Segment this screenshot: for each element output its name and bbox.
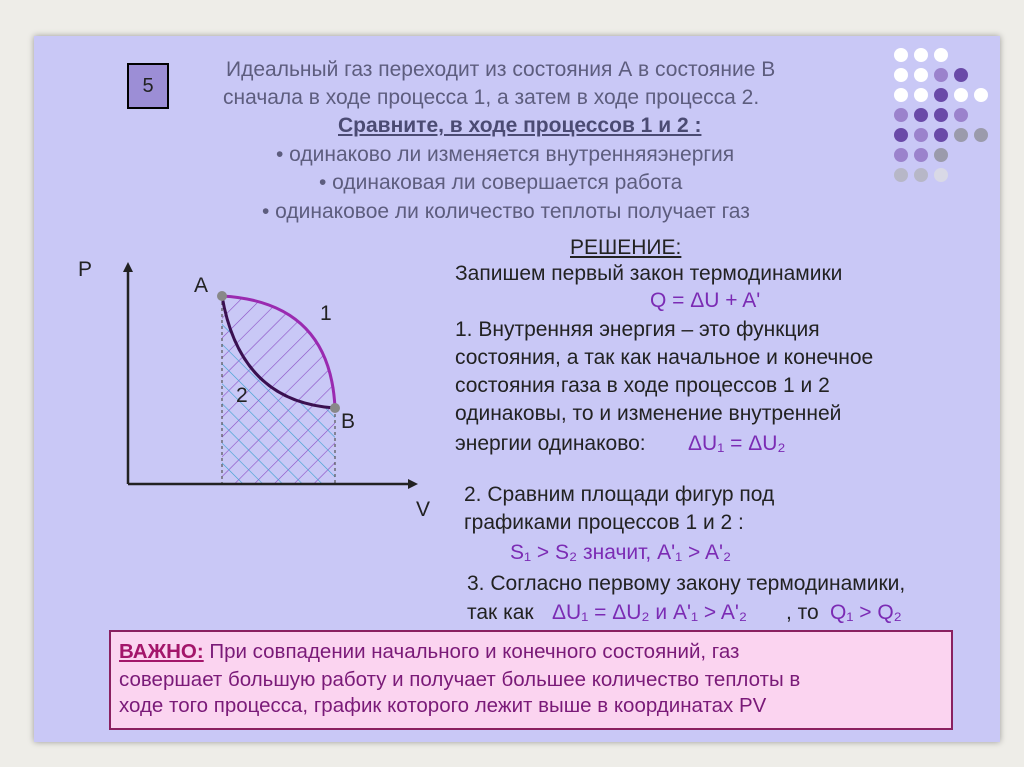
problem-line-2: сначала в ходе процесса 1, а затем в ходе процесса 2. <box>223 86 760 109</box>
problem-bullet-3: • одинаковое ли количество теплоты получает газ <box>262 200 750 223</box>
internal-energy-formula: ΔU₁ = ΔU₂ <box>688 432 786 455</box>
p-axis-label: P <box>78 258 93 281</box>
p-axis-arrow <box>123 262 133 272</box>
important-line-3: ходе того процесса, график которого лежит выше в координатах PV <box>119 694 767 717</box>
v-axis-arrow <box>408 479 418 489</box>
point3-line1: 3. Согласно первому закону термодинамики, <box>467 572 906 595</box>
point1-line3: состояния газа в ходе процессов 1 и 2 <box>455 374 830 397</box>
point1-line2: состояния, а так как начальное и конечное <box>455 346 874 369</box>
important-line-1-text: При совпадении начального и конечного состояний, газ <box>203 640 740 663</box>
point3-line2-a: так как <box>467 601 534 624</box>
problem-bullet-1: • одинаково ли изменяется внутренняяэнергия <box>276 143 735 166</box>
point-b <box>330 403 340 413</box>
v-axis-label: V <box>416 498 431 521</box>
point1-line4: одинаковы, то и изменение внутренней <box>455 402 842 425</box>
problem-bullet-2: • одинаковая ли совершается работа <box>319 171 683 194</box>
process-2-label: 2 <box>236 384 248 407</box>
area-comparison-formula: S₁ > S₂ значит, A'₁ > A'₂ <box>510 541 732 564</box>
point3-line2-c: , то <box>786 601 819 624</box>
problem-line-1: Идеальный газ переходит из состояния А в состояние В <box>226 58 776 81</box>
important-line-2: совершает большую работу и получает большее количество теплоты в <box>119 668 801 691</box>
solution-intro: Запишем первый закон термодинамики <box>455 262 843 285</box>
important-note-box <box>109 630 953 730</box>
pv-diagram <box>70 252 450 532</box>
problem-question: Сравните, в ходе процессов 1 и 2 : <box>338 114 702 137</box>
process-1-label: 1 <box>320 302 332 325</box>
important-line-1 <box>119 640 739 664</box>
point2-line2: графиками процессов 1 и 2 : <box>464 511 744 534</box>
first-law-formula: Q = ΔU + A' <box>650 289 761 312</box>
solution-heading: РЕШЕНИЕ: <box>570 236 682 259</box>
point-a <box>217 291 227 301</box>
decorative-dots <box>894 48 994 198</box>
heat-comparison-formula: Q₁ > Q₂ <box>830 601 902 624</box>
point-a-label: A <box>194 274 209 297</box>
point3-condition-formula: ΔU₁ = ΔU₂ и A'₁ > A'₂ <box>552 601 747 624</box>
slide-number-badge: 5 <box>127 63 169 109</box>
point-b-label: B <box>341 410 356 433</box>
point1-line1: 1. Внутренняя энергия – это функция <box>455 318 820 341</box>
important-label: ВАЖНО: <box>119 640 204 663</box>
point1-line5: энергии одинаково: <box>455 432 646 455</box>
point2-line1: 2. Сравним площади фигур под <box>464 483 775 506</box>
